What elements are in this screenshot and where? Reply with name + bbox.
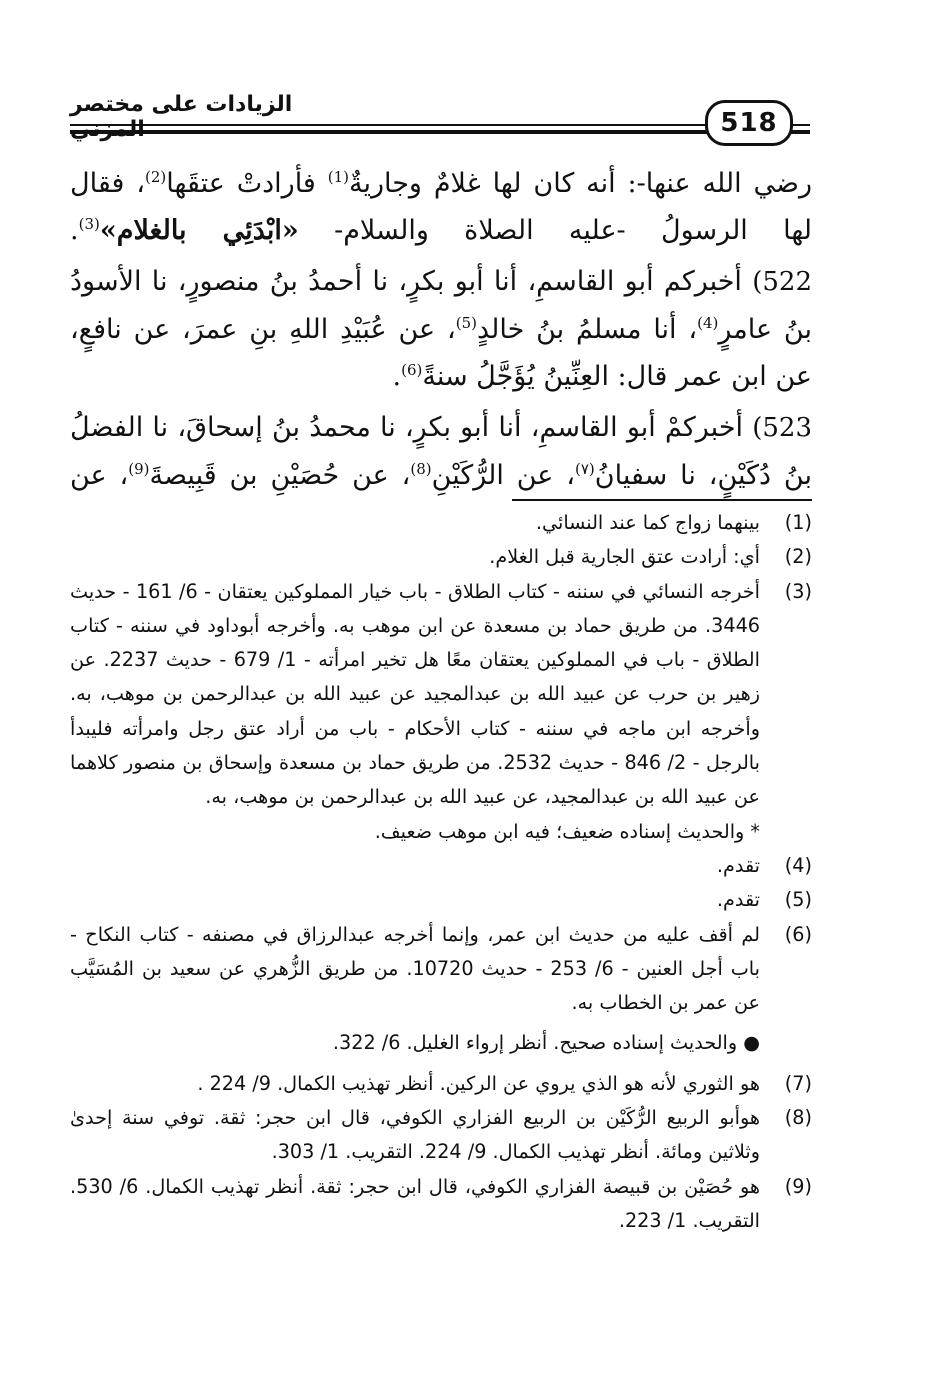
page-number-badge xyxy=(705,100,793,146)
footnote-ref: (1) xyxy=(327,168,349,186)
footnote-text: هوأبو الربيع الرُّكَيْن بن الربيع الفزاري الكوفي، قال ابن حجر: ثقة. توفي سنة إحدىٰ وثلاثين ومائة. أنظر تهذيب الكمال. 9/ 224. التقريب. 1/ 303. xyxy=(70,1106,760,1164)
footnote-9 xyxy=(70,1170,812,1239)
footnote-8 xyxy=(70,1101,812,1170)
hadith-522: 522) أخبركم أبو القاسمِ، أنا أبو بكرٍ، نا أحمدُ بنُ منصورٍ، نا الأسودُ بنُ عامرٍ$^{(4)}$، أنا مسلمُ بنُ خالدٍ$^{(5)}$، عن عُبَيْدِ اللهِ بنِ عمرَ، عن نافعٍ، عن ابن عمر قال: العِنِّينُ يُؤَجَّلُ سنةً$^{(6)}$. xyxy=(70,266,812,392)
footnote-ref: (2) xyxy=(145,168,167,186)
header-rule-thick xyxy=(70,130,810,134)
footnote-text: لم أقف عليه من حديث ابن عمر، وإنما أخرجه عبدالرزاق في مصنفه - كتاب النكاح - باب أجل العنين - 6/ 253 - حديث 10720. من طريق الزُّهري عن سعيد بن المُسَيَّب عن عمر بن الخطاب به. xyxy=(70,922,760,1015)
footnote-5 xyxy=(70,883,812,917)
footnote-7 xyxy=(70,1067,812,1101)
footnote-text: أي: أرادت عتق الجارية قبل الغلام. xyxy=(489,545,760,569)
footnote-number: (4) xyxy=(784,853,812,877)
footnote-ref: (6) xyxy=(401,361,423,379)
footnote-text: بينهما زواج كما عند النسائي. xyxy=(535,511,760,534)
footnote-ref: (9) xyxy=(128,460,150,478)
footnote-6-grading: ● والحديث إسناده صحيح. أنظر إرواء الغليل. 6/ 322. xyxy=(332,1031,760,1055)
running-title: الزيادات على مختصر xyxy=(70,92,293,117)
footnote-ref: (5) xyxy=(455,314,477,332)
footnote-number: (2) xyxy=(784,545,812,569)
footnote-ref: (8) xyxy=(410,460,432,478)
footnote-text: تقدم. xyxy=(716,888,760,912)
footnote-ref: (4) xyxy=(697,314,719,332)
footnote-6 xyxy=(70,918,812,1021)
footnote-text: هو حُصَيْن بن قبيصة الفزاري الكوفي، قال ابن حجر: ثقة. أنظر تهذيب الكمال. 6/ 530. التقريب. 1/ 223. xyxy=(70,1174,760,1232)
footnote-number: (7) xyxy=(784,1071,812,1095)
footnote-ref: (٧) xyxy=(574,460,595,478)
hadith-number: 522) xyxy=(752,267,812,297)
footnote-number: (8) xyxy=(784,1106,812,1130)
main-text xyxy=(70,160,812,503)
footnote-number: (9) xyxy=(784,1174,812,1198)
footnote-number: (3) xyxy=(784,579,812,603)
footnote-text: أخرجه النسائي في سننه - كتاب الطلاق - باب خيار المملوكين يعتقان - 6/ 161 - حديث 3446. من طريق حماد بن مسعدة عن ابن موهب به. وأخرجه أبوداود في سننه - كتاب الطلاق - باب في المملوكين يعتقان معًا هل تخير امرأته - 1/ 679 - حديث 2237. عن زهير بن حرب عن عبيد الله بن عبدالمجيد عن عبيد الله بن عبدالرحمن بن موهب، به. وأخرجه ابن ماجه في سننه - كتاب الأحكام - باب من أراد عتق رجل وامرأته فليبدأ بالرجل - 2/ 846 - حديث 2532. من طريق حماد بن مسعدة وإسحاق بن منصور كلاهما عن عبيد الله بن عبدالمجيد، عن عبيد الله بن عبدالرحمن بن موهب، به. xyxy=(70,579,760,809)
footnotes xyxy=(70,506,812,1238)
header-rule xyxy=(70,124,810,126)
footnote-3-grading: * والحديث إسناده ضعيف؛ فيه ابن موهب ضعيف. xyxy=(374,819,760,843)
hadith-number: 523) xyxy=(752,413,812,443)
footnote-separator xyxy=(512,499,812,501)
footnote-number: (6) xyxy=(784,922,812,946)
footnote-4 xyxy=(70,849,812,883)
hadith-quote: «ابْدَئِي بالغلام» xyxy=(99,215,299,246)
page-number: 518 xyxy=(720,108,778,138)
footnote-text: هو الثوري لأنه هو الذي يروي عن الركين. أنظر تهذيب الكمال. 9/ 224 . xyxy=(197,1071,760,1095)
hadith-523: 523) أخبركمْ أبو القاسمِ، أنا أبو بكرٍ، نا محمدُ بنُ إسحاقَ، نا الفضلُ بنُ دُكَيْنٍ، نا سفيانُ$^{(٧)}$، عن الرُّكَيْنِ$^{(8)}$، عن حُصَيْنِ بن قَبِيصةَ$^{(9)}$، عن xyxy=(70,412,812,491)
footnote-1 xyxy=(70,506,812,540)
paragraph-intro: رضي الله عنها-: أنه كان لها غلامٌ وجاريةٌ$^{(1)}$ فأرادتْ عتقَها$^{(2)}$، فقال لها الرسولُ -عليه الصلاة والسلام- «ابْدَئِي بالغلام»$^{(3)}$. xyxy=(70,168,812,246)
footnote-text: تقدم. xyxy=(716,853,760,877)
footnote-number: (1) xyxy=(784,511,812,534)
footnote-ref: (3) xyxy=(78,215,100,233)
footnote-number: (5) xyxy=(784,888,812,912)
footnote-2 xyxy=(70,540,812,574)
footnote-3 xyxy=(70,575,812,815)
